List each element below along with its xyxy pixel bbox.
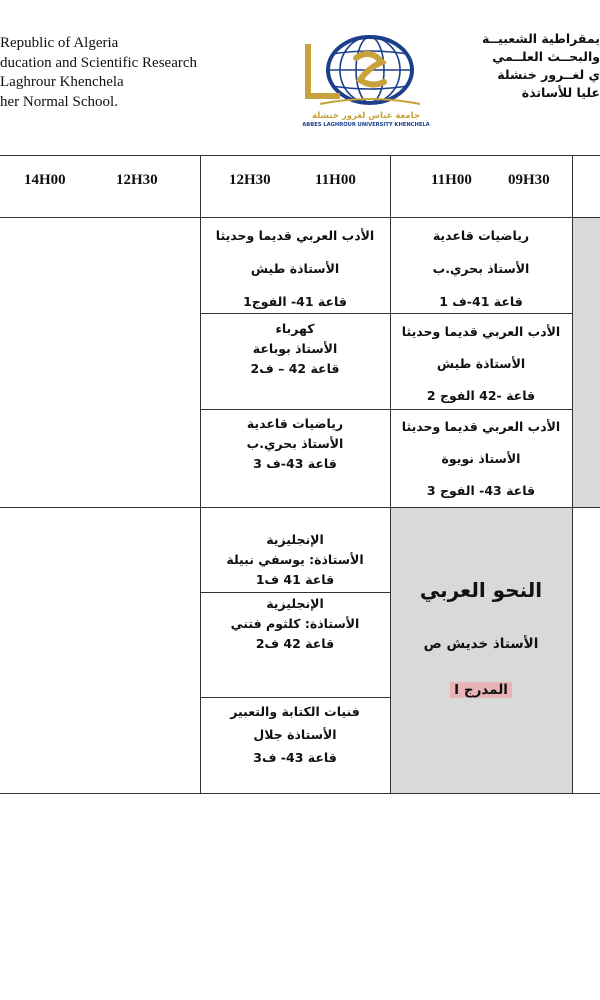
room: قاعة -42 الفوج 2 [426,388,536,403]
teacher: الأستاذ بحري.ب [246,436,344,451]
lecture-room [392,682,570,698]
table-rule [390,155,391,793]
table-rule [572,155,573,793]
class-cell [202,700,388,769]
time-start-slot3: 14H00 [24,172,66,188]
header-english-line: her Normal School. [0,93,118,110]
teacher: الأستاذة جلال [253,727,337,742]
subject: الأدب العربي قديما وحديثا [401,419,561,434]
header-english-line: ducation and Scientific Research [0,54,198,71]
time-end-slot3: 12H30 [116,172,158,188]
lecture-subject: النحو العربي [419,578,543,602]
time-end-slot2: 11H00 [315,172,356,188]
time-start-slot1: 11H00 [431,172,472,188]
table-rule [0,217,600,218]
room: قاعة 43- الفوج 3 [426,483,536,498]
edge-cell-fill [573,218,600,508]
room: قاعة 41-ف 1 [439,294,523,309]
room: قاعة 41- الفوج1 [243,294,347,309]
subject: الأدب العربي قديما وحديثا [215,228,375,243]
logo-latin-name: ABBES LAGHROUR UNIVERSITY KHENCHELA [302,122,430,128]
room: قاعة 42 ف2 [255,636,335,651]
table-rule [0,155,600,156]
class-cell [202,219,388,318]
subject: فنيات الكتابة والتعبير [230,704,360,719]
class-cell [202,594,388,654]
class-cell [392,411,570,507]
table-rule [201,592,391,593]
subject: كهرباء [275,321,315,336]
table-rule [0,507,600,508]
room: قاعة 43- ف3 [253,750,337,765]
class-cell [202,414,388,474]
header-arabic-line: ي لغــرور خنشلة [497,67,600,82]
table-rule [200,155,201,793]
header-arabic-line: يمقراطية الشعبيــة [481,31,600,46]
header-arabic-line: عليا للأساتذة [521,85,600,100]
logo-caption [296,111,436,128]
class-cell [392,316,570,412]
subject: الأدب العربي قديما وحديثا [401,324,561,339]
lecture-room-highlight: المدرج I [450,682,512,698]
time-end-slot1: 09H30 [508,172,550,188]
subject: رياضيات قاعدية [246,416,344,431]
teacher: الأستاذة: يوسفي نبيلة [226,552,364,567]
teacher: الأستاذ بحري.ب [432,261,530,276]
teacher: الأستاذ بوباعة [252,341,338,356]
room: قاعة 43-ف 3 [253,456,337,471]
lecture-teacher: الأستاذ خديش ص [423,636,539,652]
header-arabic-line: والبحــث العلــمي [492,49,600,64]
header-english-block [0,34,197,112]
teacher: الأستاذ نويوة [441,451,521,466]
header-english-line: Republic of Algeria [0,35,119,51]
header-english-line: Laghrour Khenchela [0,74,124,90]
class-cell [202,319,388,379]
table-rule [0,793,600,794]
class-cell [202,530,388,590]
logo-arabic-name: جامعة عباس لغرور خنشلة [312,111,420,121]
room: قاعة 42 – ف2 [250,361,340,376]
subject: الإنجليزية [266,532,324,547]
class-cell [392,219,570,318]
teacher: الأستاذة: كلثوم فتني [230,616,360,631]
teacher: الأستاذة طيش [436,356,526,371]
header-arabic-block [482,30,600,102]
subject: الإنجليزية [266,596,324,611]
table-rule [201,697,391,698]
teacher: الأستاذة طيش [250,261,340,276]
room: قاعة 41 ف1 [255,572,335,587]
time-start-slot2: 12H30 [229,172,271,188]
subject: رياضيات قاعدية [432,228,530,243]
